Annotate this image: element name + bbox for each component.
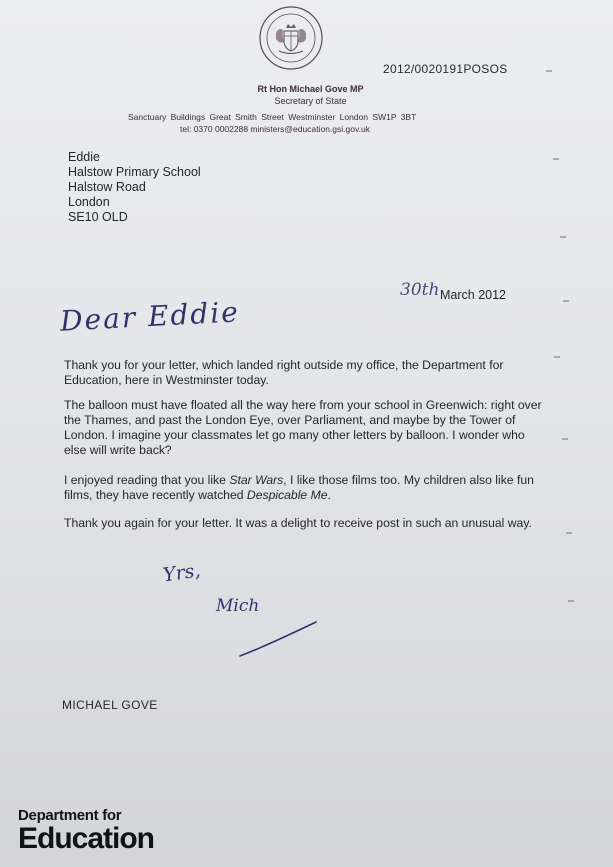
paragraph-text: , I like those films too. My children also like fun films, they have recently watched — [64, 473, 534, 502]
minister-title: Secretary of State — [274, 96, 347, 106]
printed-date: March 2012 — [440, 288, 507, 302]
signatory-name: MICHAEL GOVE — [62, 698, 158, 712]
film-title: Star Wars — [229, 473, 284, 487]
signature-flourish — [236, 616, 320, 660]
paper-speck — [546, 70, 552, 72]
recipient-line: Halstow Road — [68, 180, 146, 194]
body-paragraph-2: The balloon must have floated all the way here from your school in Greenwich: right over the Thames, and past the London Eye, over Parliament, and maybe by the Tower of London. I imagine your classmates let go many other letters by balloon. I wonder who else will write back? — [64, 398, 542, 457]
royal-coat-of-arms-icon — [257, 4, 325, 72]
paper-speck — [563, 300, 569, 302]
department-for-education-logo — [18, 808, 154, 854]
handwritten-closing: Yrs, — [161, 559, 202, 587]
paper-speck — [554, 356, 560, 358]
minister-name: Rt Hon Michael Gove MP — [257, 84, 364, 94]
paper-speck — [562, 438, 568, 440]
body-paragraph-1: Thank you for your letter, which landed right outside my office, the Department for Education, here in Westminster today. — [64, 358, 504, 387]
body-paragraph-3 — [64, 473, 544, 503]
recipient-line: London — [68, 195, 110, 209]
recipient-address — [68, 150, 201, 225]
office-contact: tel: 0370 0002288 ministers@education.gsi.gov.uk — [180, 124, 370, 134]
paper-speck — [560, 236, 566, 238]
film-title: Despicable Me — [246, 488, 328, 502]
paper-speck — [568, 600, 574, 602]
body-paragraph-4: Thank you again for your letter. It was a delight to receive post in such an unusual way. — [64, 516, 532, 530]
logo-line-1: Department for — [18, 807, 122, 824]
recipient-line: SE10 OLD — [68, 210, 128, 224]
recipient-line: Halstow Primary School — [68, 165, 201, 179]
paragraph-text: I enjoyed reading that you like — [64, 473, 230, 487]
paper-speck — [553, 158, 559, 160]
reference-number: 2012/0020191POSOS — [383, 62, 508, 76]
handwritten-date-day: 30th — [400, 280, 440, 300]
handwritten-signature: Mich — [216, 596, 260, 616]
logo-line-2: Education — [18, 822, 155, 855]
office-address: Sanctuary Buildings Great Smith Street Westminster London SW1P 3BT — [128, 112, 417, 122]
paragraph-text: . — [327, 488, 331, 502]
paper-speck — [566, 532, 572, 534]
recipient-line: Eddie — [68, 150, 100, 164]
handwritten-salutation: Dear Eddie — [59, 295, 241, 338]
